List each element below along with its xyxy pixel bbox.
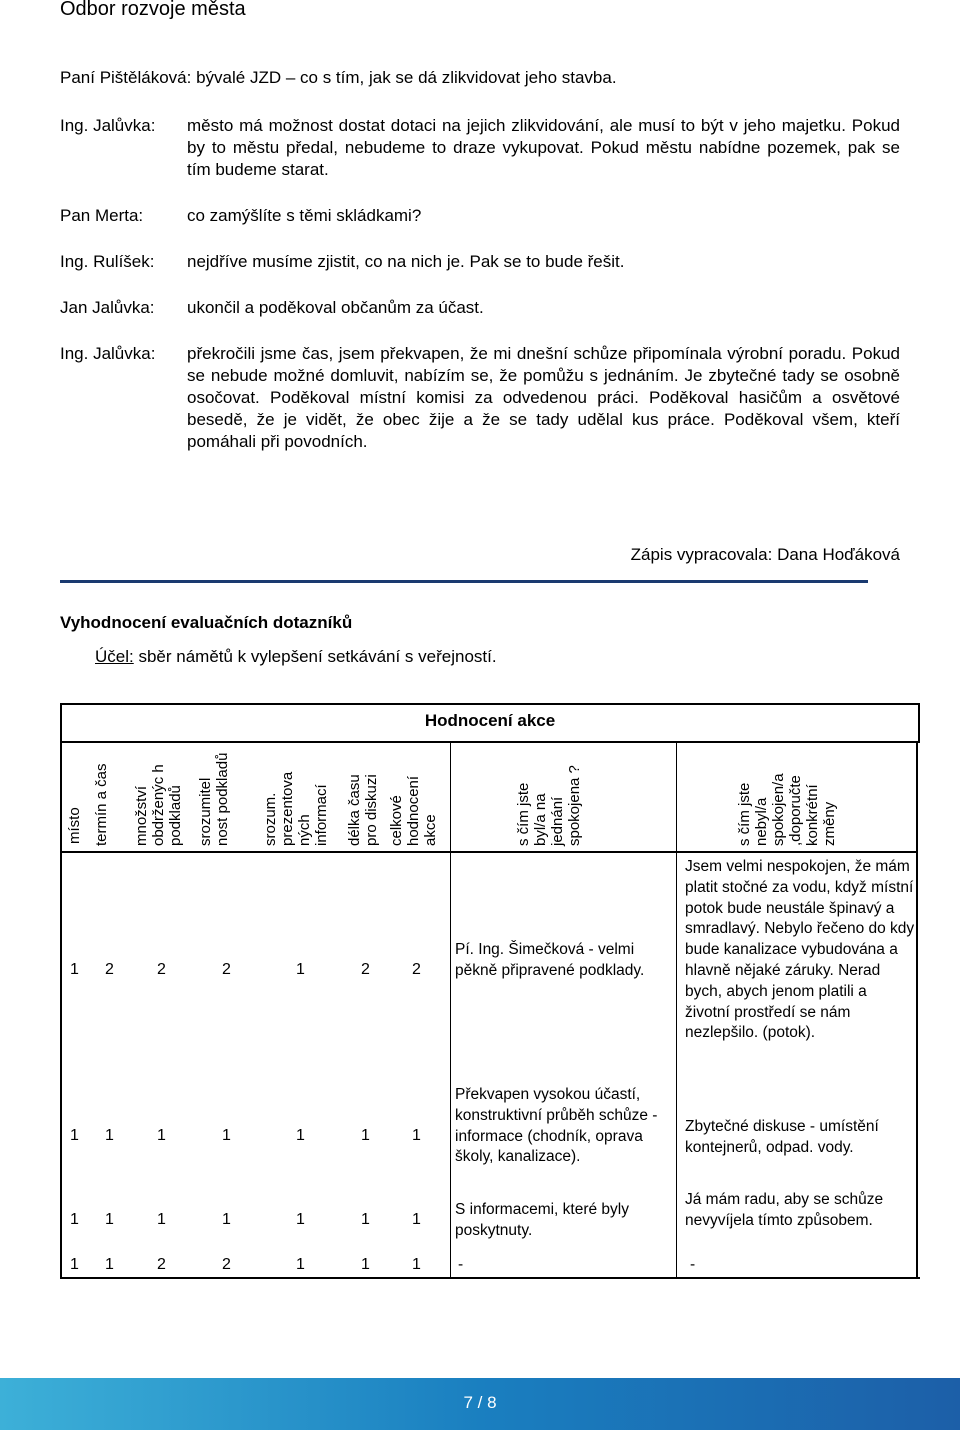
dissatisfied-comment: Jsem velmi nespokojen, že mám platit stočné za vodu, když místní potok bude neustále špinavý a smradlavý. Nebylo řečeno do kdy bude kanalizace vybudována a hlavně nějaké záruky. Nerad bych, abych jenom platili a životní prostředí se nám nezlepšilo. (potok). [685,858,915,1042]
score-cell: 2 [361,961,370,978]
divider-rule [60,580,868,583]
satisfied-comment: Překvapen vysokou účastí, konstruktivní průběh schůze - informace (chodník, oprava školy, kanalizace). [455,1086,658,1166]
minute-pistelakova [60,67,617,89]
score-cell: 1 [222,1211,231,1228]
score-cell: 1 [105,1256,114,1273]
satisfied-comment: Pí. Ing. Šimečková - velmi pěkně připravené podklady. [455,941,645,979]
speaker-name: Ing. Rulíšek: [60,252,155,271]
table-title: Hodnocení akce [424,711,556,730]
score-cell: 1 [296,961,305,978]
score-cell: 1 [412,1256,421,1273]
column-header: termín a čas [93,763,110,846]
score-cell: 1 [222,1127,231,1144]
speaker-name: Jan Jalůvka: [60,298,155,317]
column-header: srozumitel nost podkladů [197,752,231,846]
score-cell: 1 [105,1127,114,1144]
speaker-text: bývalé JZD – co s tím, jak se dá zlikvidovat jeho stavba. [196,68,617,87]
score-cell: 1 [157,1211,166,1228]
table-right-border [916,741,918,1278]
score-cell: 1 [105,1211,114,1228]
table-header-rule [60,851,918,853]
score-cell: 1 [361,1256,370,1273]
score-cell: 1 [70,1127,79,1144]
score-cell: 1 [70,1211,79,1228]
score-cell: 1 [70,961,79,978]
column-header: množství obdrženýc h podkladů [133,764,184,846]
score-cell: 2 [157,961,166,978]
score-cell: 2 [157,1256,166,1273]
page-header-title: Odbor rozvoje města [60,0,246,20]
speaker-text: nejdříve musíme zjistit, co na nich je. Pak se to bude řešit. [187,252,625,271]
score-cell: 1 [296,1127,305,1144]
speaker-text: ukončil a poděkoval občanům za účast. [187,298,484,317]
column-header: celkové hodnocení akce [388,775,439,846]
score-cell: 2 [222,961,231,978]
speaker-name: Paní Pištěláková: [60,68,192,87]
purpose-line [95,647,497,667]
column-separator [676,741,677,1278]
column-header: s čím jste nebyl/a spokojen/a ,doporučte konkrétní změny [736,773,838,846]
score-cell: 1 [361,1211,370,1228]
satisfied-comment: - [458,1256,464,1273]
speaker-text: město má možnost dostat dotaci na jejich zlikvidování, ale musí to být v jeho majetku. Pokud by to městu předal, nebudeme to draze vykupovat. Pokud městu nabídne pozemek, pak se tím budeme starat. [187,116,900,179]
speaker-name: Ing. Jalůvka: [60,116,156,135]
score-cell: 1 [296,1256,305,1273]
speaker-name: Ing. Jalůvka: [60,344,156,363]
column-header: místo [66,807,83,844]
dissatisfied-comment: Já mám radu, aby se schůze nevyvíjela tímto způsobem. [685,1191,884,1229]
signature: Zápis vypracovala: Dana Hoďáková [630,545,900,564]
satisfied-comment: S informacemi, které byly poskytnuty. [455,1201,629,1239]
column-header: délka času pro diskuzi [346,774,380,846]
score-cell: 2 [412,961,421,978]
score-cell: 2 [222,1256,231,1273]
table-bottom-rule [60,1277,920,1279]
dissatisfied-comment: Zbytečné diskuse - umístění kontejnerů, odpad. vody. [685,1118,879,1156]
column-separator [450,741,451,1278]
column-header: srozum. prezentova ných informací [262,771,330,846]
page-number: 7 / 8 [463,1393,497,1412]
score-cell: 1 [361,1127,370,1144]
score-cell: 1 [412,1127,421,1144]
score-cell: 1 [157,1127,166,1144]
score-cell: 1 [412,1211,421,1228]
section-title: Vyhodnocení evaluačních dotazníků [60,613,353,632]
score-cell: 2 [105,961,114,978]
score-cell: 1 [296,1211,305,1228]
speaker-text: překročili jsme čas, jsem překvapen, že mi dnešní schůze připomínala výrobní poradu. Pokud se nebude možné domluvit, nabízím se, že pomůžu s jednáním. Je zbytečné tady se osobně osočovat. Poděkoval místní komisi za odvedenou práci. Poděkoval hasičům a osvětové besedě, že je vidět, že obec žije a že se tady udělal kus práce. Poděkoval všem, kteří pomáhali při povodních. [187,344,900,451]
speaker-text: co zamýšlíte s těmi skládkami? [187,206,422,225]
purpose-text: sběr námětů k vylepšení setkávání s veřejností. [133,647,497,666]
purpose-label: Účel: [95,647,134,666]
dissatisfied-comment: - [690,1256,696,1273]
speaker-name: Pan Merta: [60,206,144,225]
column-header: s čím jste byl/a na jednání spokojena ? [515,765,583,846]
score-cell: 1 [70,1256,79,1273]
table-left-border [60,741,62,1278]
